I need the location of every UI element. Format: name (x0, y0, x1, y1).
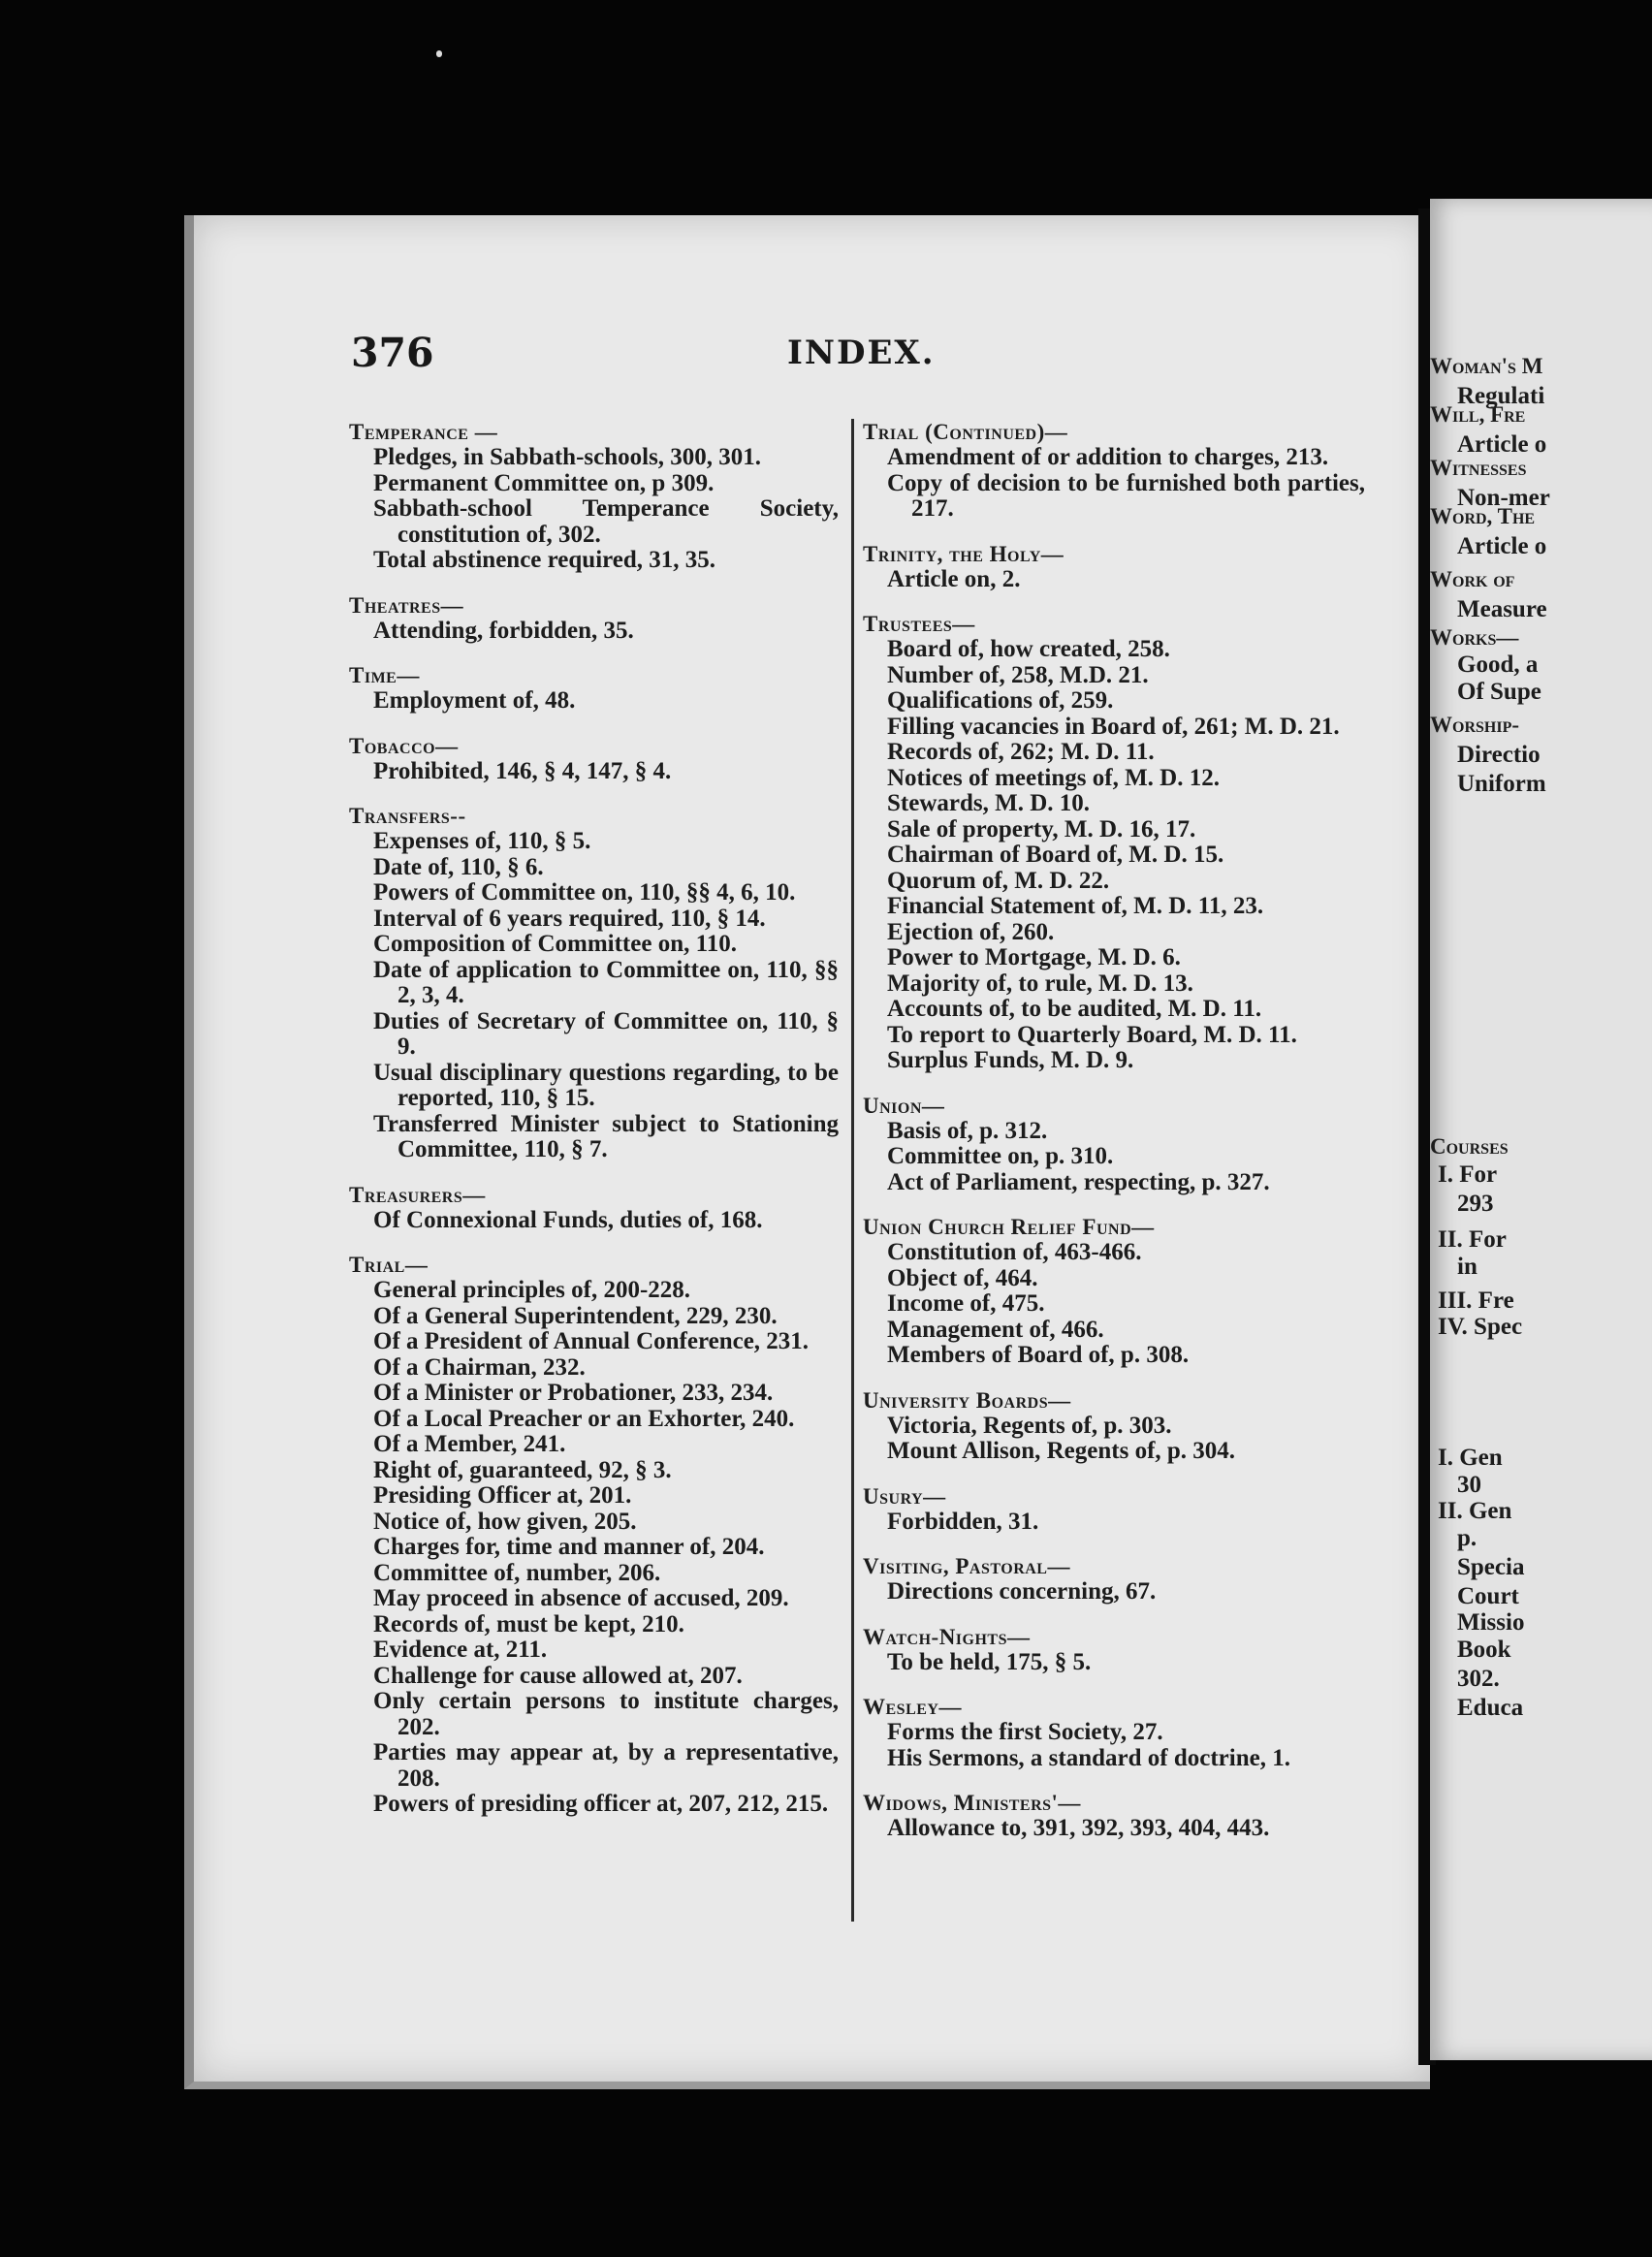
index-column-right (863, 419, 1365, 1860)
index-entry (863, 611, 1365, 1074)
index-column-left (349, 419, 839, 1836)
facing-page-line: Specia (1457, 1554, 1525, 1580)
index-entry (863, 1694, 1365, 1771)
index-subentry: Charges for, time and manner of, 204. (373, 1534, 765, 1560)
facing-page-line: Educa (1457, 1695, 1524, 1721)
index-heading: Usury— (863, 1483, 946, 1509)
index-entry (349, 803, 839, 1163)
index-subentry: Victoria, Regents of, p. 303. (887, 1412, 1172, 1439)
index-subentry: Committee on, p. 310. (887, 1143, 1114, 1169)
index-subentry: Amendment of or addition to charges, 213. (887, 444, 1329, 470)
index-subentry: General principles of, 200-228. (373, 1277, 691, 1303)
facing-page-line: II. For (1438, 1226, 1507, 1253)
facing-page-line: Witnesses (1430, 456, 1527, 480)
index-subentry: Powers of presiding officer at, 207, 212, 215. (373, 1791, 829, 1817)
index-heading: Widows, Ministers'— (863, 1791, 1081, 1815)
index-subentry: Records of, must be kept, 210. (373, 1610, 684, 1637)
index-subentry: Presiding Officer at, 201. (373, 1482, 632, 1509)
facing-page-line: III. Fre (1438, 1287, 1514, 1314)
index-subentry: Of a Minister or Probationer, 233, 234. (373, 1380, 774, 1406)
index-entry (863, 419, 1365, 523)
index-subentry: Notice of, how given, 205. (373, 1508, 637, 1535)
index-subentry: Board of, how created, 258. (887, 636, 1170, 662)
facing-page-line: 293 (1457, 1191, 1494, 1217)
index-subentry: Of a General Superintendent, 229, 230. (373, 1302, 778, 1329)
index-subentry: Of a Member, 241. (373, 1431, 566, 1457)
index-subentry: Mount Allison, Regents of, p. 304. (887, 1438, 1236, 1464)
dust-speck (436, 50, 442, 57)
index-subentry: Forbidden, 31. (887, 1508, 1039, 1535)
index-subentry: Records of, 262; M. D. 11. (887, 739, 1155, 765)
index-subentry: Accounts of, to be audited, M. D. 11. (887, 996, 1262, 1022)
index-heading: Time— (349, 663, 420, 687)
index-entry (863, 1624, 1365, 1676)
index-subentry: Committee of, number, 206. (373, 1559, 661, 1586)
index-subentry: Stewards, M. D. 10. (887, 790, 1091, 816)
index-subentry: Of a Chairman, 232. (373, 1353, 586, 1381)
index-subentry: Article on, 2. (887, 565, 1021, 592)
facing-page-line: Measure (1457, 596, 1547, 622)
index-subentry: Filling vacancies in Board of, 261; M. D. 21. (887, 713, 1340, 740)
index-subentry: Copy of decision to be furnished both parties, 217. (887, 469, 1365, 522)
index-heading: Treasurers— (349, 1182, 486, 1207)
column-rule (851, 419, 854, 1922)
index-subentry: Members of Board of, p. 308. (887, 1342, 1190, 1368)
index-subentry: Allowance to, 391, 392, 393, 404, 443. (887, 1815, 1270, 1841)
index-entry (349, 1252, 839, 1818)
index-heading: Theatres— (349, 592, 464, 618)
index-subentry: Financial Statement of, M. D. 11, 23. (887, 893, 1264, 919)
index-subentry: Of a Local Preacher or an Exhorter, 240. (373, 1405, 795, 1432)
index-subentry: Prohibited, 146, § 4, 147, § 4. (373, 757, 672, 784)
index-subentry: Expenses of, 110, § 5. (373, 828, 591, 854)
index-subentry: Attending, forbidden, 35. (373, 617, 634, 644)
index-subentry: Income of, 475. (887, 1290, 1045, 1317)
index-heading: Union Church Relief Fund— (863, 1215, 1155, 1239)
index-subentry: Majority of, to rule, M. D. 13. (887, 970, 1193, 997)
index-subentry: Permanent Committee on, p 309. (373, 469, 715, 496)
index-entry (863, 1483, 1365, 1536)
index-subentry: Parties may appear at, by a representative, 208. (373, 1739, 839, 1792)
index-subentry: Number of, 258, M.D. 21. (887, 661, 1149, 688)
index-subentry: Management of, 466. (887, 1316, 1104, 1343)
index-heading: Trustees— (863, 612, 975, 636)
index-subentry: Powers of Committee on, 110, §§ 4, 6, 10. (373, 879, 796, 906)
facing-page-line: Uniform (1457, 771, 1546, 797)
facing-page-line: Regulati (1457, 383, 1545, 409)
index-subentry: Of Connexional Funds, duties of, 168. (373, 1206, 763, 1233)
index-subentry: Directions concerning, 67. (887, 1578, 1157, 1605)
facing-page-line: Good, a (1457, 652, 1539, 678)
index-subentry: Ejection of, 260. (887, 918, 1055, 945)
index-subentry: Sabbath-school Temperance Society, constitution of, 302. (373, 495, 839, 548)
index-subentry: Duties of Secretary of Committee on, 110, § 9. (373, 1007, 839, 1060)
facing-page-line: Article o (1457, 431, 1547, 458)
running-head: INDEX. (787, 334, 936, 372)
facing-page-line: I. Gen (1438, 1445, 1503, 1471)
index-subentry: Notices of meetings of, M. D. 12. (887, 764, 1220, 791)
index-subentry: Object of, 464. (887, 1264, 1038, 1291)
facing-page-line: Will, Fre (1430, 402, 1526, 427)
page-number: 376 (351, 330, 434, 376)
index-subentry: Date of, 110, § 6. (373, 853, 544, 880)
index-subentry: Constitution of, 463-466. (887, 1239, 1142, 1265)
index-heading: Trial— (349, 1253, 429, 1277)
index-entry (863, 1387, 1365, 1465)
index-subentry: Evidence at, 211. (373, 1637, 548, 1663)
index-entry (863, 541, 1365, 593)
index-subentry: Act of Parliament, respecting, p. 327. (887, 1168, 1270, 1195)
index-subentry: Chairman of Board of, M. D. 15. (887, 842, 1224, 868)
index-entry (863, 1790, 1365, 1842)
index-heading: Union— (863, 1093, 945, 1118)
facing-page-line: Book (1457, 1637, 1511, 1663)
index-subentry: Only certain persons to institute charges, 202. (373, 1688, 839, 1740)
index-subentry: May proceed in absence of accused, 209. (373, 1585, 789, 1611)
index-subentry: Qualifications of, 259. (887, 687, 1114, 714)
index-heading: Visiting, Pastoral— (863, 1554, 1070, 1578)
index-subentry: Surplus Funds, M. D. 9. (887, 1047, 1134, 1073)
index-heading: Trial (Continued)— (863, 420, 1068, 444)
index-subentry: Forms the first Society, 27. (887, 1719, 1163, 1745)
index-subentry: Basis of, p. 312. (887, 1117, 1048, 1144)
index-entry (349, 419, 839, 574)
facing-page-line: 302. (1457, 1666, 1500, 1692)
index-heading: Watch-Nights— (863, 1624, 1031, 1649)
index-subentry: Transferred Minister subject to Stationing Committee, 110, § 7. (373, 1110, 839, 1162)
index-page (184, 215, 1430, 2089)
index-entry (349, 592, 839, 645)
index-subentry: Pledges, in Sabbath-schools, 300, 301. (373, 444, 762, 470)
facing-page-line: IV. Spec (1438, 1314, 1523, 1340)
index-subentry: To be held, 175, § 5. (887, 1648, 1092, 1675)
facing-page-line: II. Gen (1438, 1498, 1512, 1524)
facing-page-line: p. (1457, 1525, 1477, 1551)
facing-page-line: Directio (1457, 742, 1541, 768)
facing-page-line: 30 (1457, 1472, 1481, 1498)
facing-page-line: Works— (1430, 625, 1519, 650)
index-entry (863, 1214, 1365, 1369)
facing-page-line: Courses (1430, 1134, 1509, 1159)
index-subentry: Employment of, 48. (373, 687, 576, 714)
index-subentry: Power to Mortgage, M. D. 6. (887, 944, 1181, 970)
index-subentry: Total abstinence required, 31, 35. (373, 547, 716, 573)
facing-page-line: Non-mer (1457, 485, 1550, 511)
facing-page-line: Worship- (1430, 713, 1520, 737)
index-heading: University Boards— (863, 1387, 1071, 1413)
facing-page-line: Work of (1430, 567, 1515, 591)
index-heading: Temperance — (349, 420, 498, 444)
index-subentry: Challenge for cause allowed at, 207. (373, 1662, 743, 1689)
index-entry (349, 1182, 839, 1234)
index-subentry: Interval of 6 years required, 110, § 14. (373, 905, 766, 932)
index-subentry: To report to Quarterly Board, M. D. 11. (887, 1021, 1297, 1048)
index-subentry: Sale of property, M. D. 16, 17. (887, 815, 1196, 842)
index-heading: Transfers-- (349, 804, 466, 828)
index-subentry: Quorum of, M. D. 22. (887, 867, 1110, 894)
index-subentry: Of a President of Annual Conference, 231. (373, 1328, 810, 1354)
index-entry (863, 1553, 1365, 1605)
facing-page-line: Word, The (1430, 504, 1536, 528)
index-entry (349, 662, 839, 715)
index-heading: Tobacco— (349, 733, 459, 758)
index-subentry: Composition of Committee on, 110. (373, 931, 737, 957)
facing-page-line: in (1457, 1254, 1477, 1280)
index-heading: Wesley— (863, 1695, 962, 1719)
facing-page-line: Court (1457, 1583, 1519, 1609)
index-entry (863, 1093, 1365, 1196)
facing-page-fragment (1430, 199, 1652, 2060)
index-subentry: Date of application to Committee on, 110, §§ 2, 3, 4. (373, 956, 839, 1008)
facing-page-line: Of Supe (1457, 679, 1541, 705)
index-subentry: His Sermons, a standard of doctrine, 1. (887, 1744, 1290, 1771)
index-subentry: Right of, guaranteed, 92, § 3. (373, 1456, 672, 1483)
index-subentry: Usual disciplinary questions regarding, to be reported, 110, § 15. (373, 1059, 839, 1111)
index-heading: Trinity, the Holy— (863, 541, 1064, 566)
facing-page-line: I. For (1438, 1161, 1498, 1188)
facing-page-line: Missio (1457, 1609, 1525, 1636)
facing-page-line: Woman's M (1430, 354, 1543, 378)
index-entry (349, 733, 839, 785)
facing-page-line: Article o (1457, 533, 1547, 559)
